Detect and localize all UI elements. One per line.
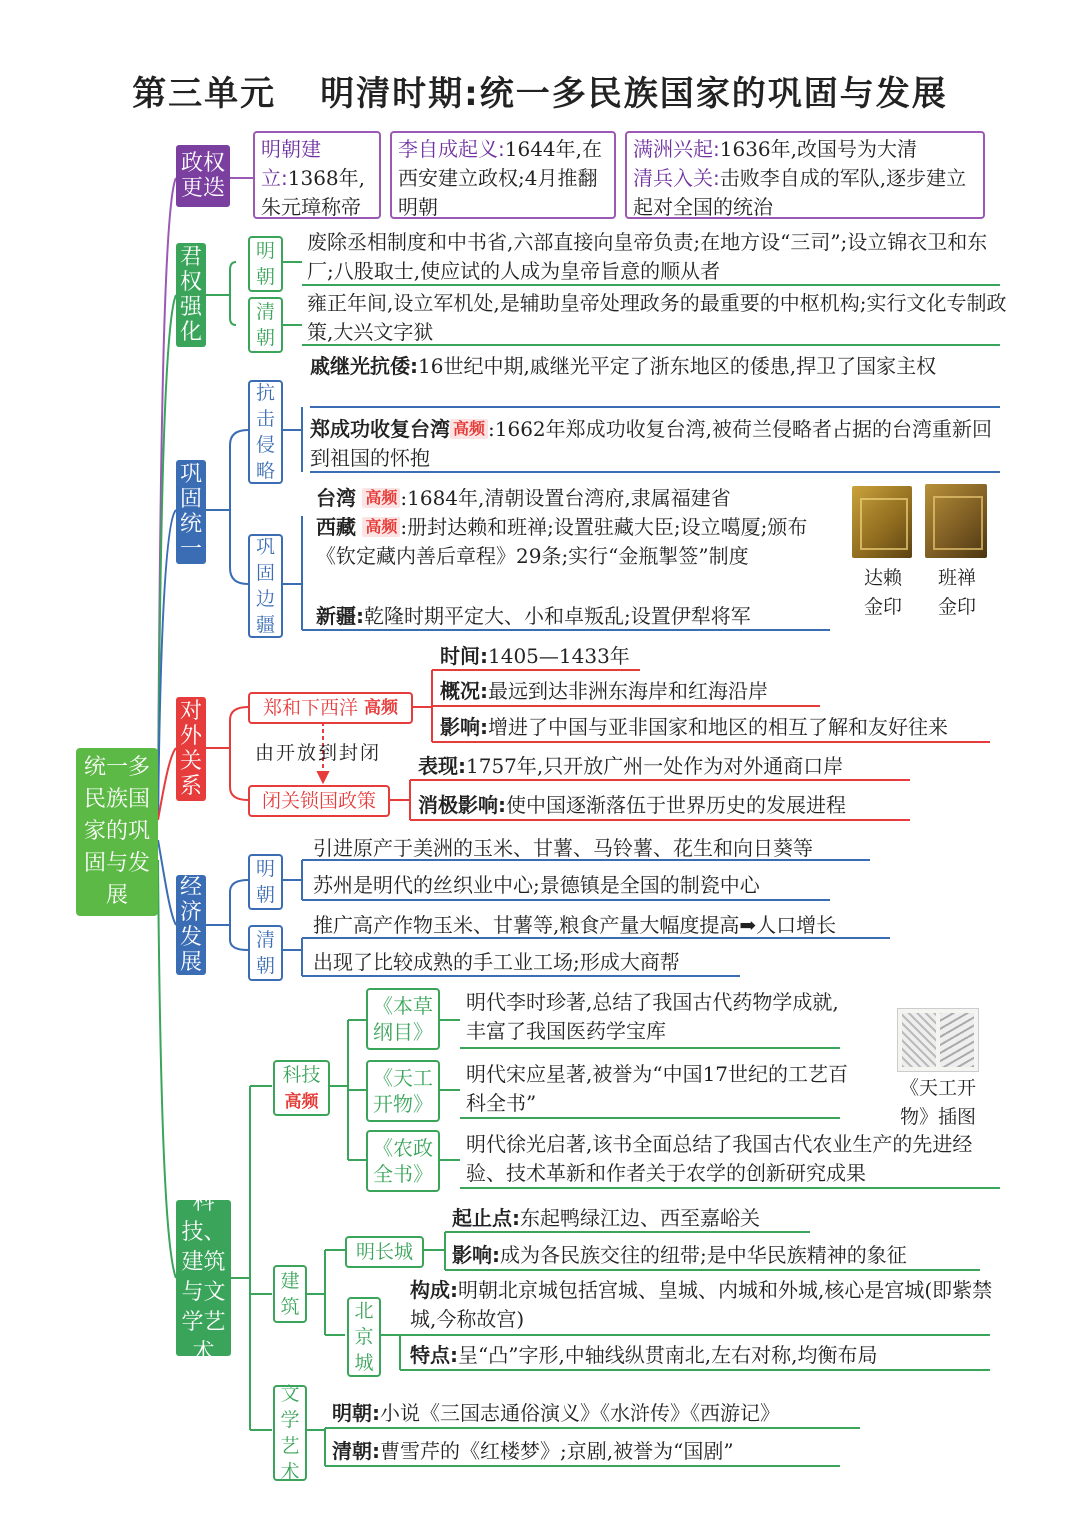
- root-node: 统一多民族国家的巩固与发展: [76, 748, 158, 916]
- unit-label: 第三单元: [132, 74, 277, 114]
- node-econ-ming: 明朝: [248, 854, 283, 910]
- zh-impact-text: 影响:增进了中国与亚非国家和地区的相互了解和友好往来: [440, 715, 948, 739]
- unit-name: 明清时期:统一多民族国家的巩固与发展: [320, 74, 948, 114]
- taiwan-text: 台湾 高频 :1684年,清朝设置台湾府,隶属福建省: [316, 486, 731, 510]
- econ-qing-2: 出现了比较成熟的手工业工场;形成大商帮: [313, 950, 680, 974]
- econ-ming-2: 苏州是明代的丝织业中心;景德镇是全国的制瓷中心: [313, 873, 760, 897]
- node-literature-art: 文学艺术: [273, 1385, 307, 1481]
- bencao-text: 明代李时珍著,总结了我国古代药物学成就,丰富了我国医药学宝库: [466, 990, 839, 1043]
- beijing-composition: 构成:明朝北京城包括宫城、皇城、内城和外城,核心是宫城(即紫禁城,今称故宫): [410, 1278, 993, 1331]
- page-title: [0, 66, 1080, 115]
- node-architecture: 建筑: [273, 1265, 307, 1323]
- closed-door-impact-text: 消极影响:使中国逐渐落伍于世界历史的发展进程: [418, 793, 846, 817]
- nongzheng-text: 明代徐光启著,该书全面总结了我国古代农业生产的先进经验、技术革新和作者关于农学的创新研究成果: [466, 1132, 973, 1185]
- node-regime-change: 政权更迭: [176, 145, 230, 207]
- node-resist-invasion: 抗击侵略: [248, 380, 283, 484]
- qing-monarchy-text: 雍正年间,设立军机处,是辅助皇帝处理政务的最重要的中枢机构;实行文化专制政策,大兴文字狱: [307, 291, 1007, 344]
- box-ming-founding: 明朝建立:1368年,朱元璋称帝: [253, 131, 381, 219]
- node-bencao: 《本草纲目》: [366, 988, 440, 1050]
- beijing-features: 特点:呈“凸”字形,中轴线纵贯南北,左右对称,均衡布局: [410, 1343, 878, 1367]
- node-closed-door-policy: 闭关锁国政策: [248, 785, 390, 817]
- box-li-zicheng: 李自成起义:1644年,在西安建立政权;4月推翻明朝: [390, 131, 616, 219]
- node-science: 科技 高频: [273, 1060, 330, 1116]
- lit-ming: 明朝:小说《三国志通俗演义》《水浒传》《西游记》: [332, 1401, 780, 1425]
- tiangong-illustration-image: [897, 1008, 979, 1072]
- node-sci-arch-art: 科技、建筑与文学艺术: [176, 1200, 231, 1356]
- qi-jiguang-text: 戚继光抗倭:16世纪中期,戚继光平定了浙东地区的倭患,捍卫了国家主权: [310, 354, 937, 378]
- node-beijing-city: 北京城: [347, 1297, 381, 1377]
- box-qing-rise: 满洲兴起:1636年,改国号为大清 清兵入关:击败李自成的军队,逐步建立起对全国的统治: [625, 131, 985, 219]
- dalai-seal-caption: 达赖金印: [863, 567, 902, 618]
- dalai-seal-image: [852, 486, 912, 558]
- econ-qing-1: 推广高产作物玉米、甘薯等,粮食产量大幅度提高➡人口增长: [313, 913, 837, 937]
- node-zheng-he: 郑和下西洋 高频: [248, 692, 413, 724]
- ming-monarchy-text: 废除丞相制度和中书省,六部直接向皇帝负责;在地方设“三司”;设立锦衣卫和东厂;八股取士,使应试的人成为皇帝旨意的顺从者: [307, 230, 988, 283]
- zheng-chenggong-text: 郑成功收复台湾 高频 :1662年郑成功收复台湾,被荷兰侵略者占据的台湾重新回到祖国的怀抱: [310, 417, 993, 470]
- illustration-caption: 《天工开物》插图: [899, 1077, 976, 1128]
- panchen-seal-image: [925, 484, 987, 558]
- xinjiang-text: 新疆:乾隆时期平定大、小和卓叛乱;设置伊犁将军: [316, 604, 751, 628]
- node-qing-dynasty: 清朝: [248, 297, 283, 353]
- zh-time-text: 时间:1405—1433年: [440, 644, 630, 668]
- node-foreign-relations: 对外关系: [176, 697, 206, 801]
- tibet-text: 西藏 高频 :册封达赖和班禅;设置驻藏大臣;设立噶厦;颁布《钦定藏内善后章程》29条;实行“金瓶掣签”制度: [316, 515, 808, 568]
- tiangong-text: 明代宋应星著,被誉为“中国17世纪的工艺百科全书”: [466, 1062, 849, 1115]
- node-ming-dynasty: 明朝: [248, 236, 283, 292]
- econ-ming-1: 引进原产于美洲的玉米、甘薯、马铃薯、花生和向日葵等: [313, 836, 813, 860]
- panchen-seal-caption: 班禅金印: [937, 567, 976, 618]
- node-nongzheng: 《农政全书》: [366, 1130, 440, 1192]
- node-monarchy-strengthen: 君权强化: [176, 243, 206, 347]
- node-econ-qing: 清朝: [248, 925, 283, 981]
- great-wall-extent: 起止点:东起鸭绿江边、西至嘉峪关: [452, 1206, 760, 1230]
- node-tiangong: 《天工开物》: [366, 1060, 440, 1122]
- node-consolidate-frontier: 巩固边疆: [248, 534, 283, 638]
- node-economy: 经济发展: [176, 875, 206, 975]
- lit-qing: 清朝:曹雪芹的《红楼梦》;京剧,被誉为“国剧”: [332, 1439, 734, 1463]
- zh-overview-text: 概况:最远到达非洲东海岸和红海沿岸: [440, 679, 768, 703]
- open-to-closed-label: 由开放到封闭: [255, 742, 382, 764]
- closed-door-manifest-text: 表现:1757年,只开放广州一处作为对外通商口岸: [418, 754, 844, 778]
- great-wall-impact: 影响:成为各民族交往的纽带;是中华民族精神的象征: [452, 1243, 907, 1267]
- node-great-wall: 明长城: [345, 1236, 424, 1268]
- node-consolidate-unity: 巩固统一: [176, 460, 206, 564]
